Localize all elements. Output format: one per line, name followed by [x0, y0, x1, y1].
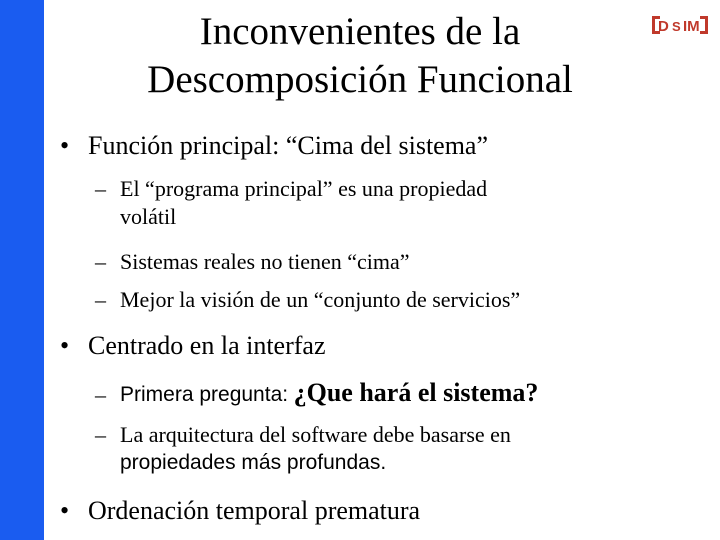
subitem-1-2 [95, 248, 695, 276]
title-line-2: Descomposición Funcional [147, 58, 573, 101]
bullet-2 [60, 331, 326, 361]
left-accent-bar [0, 0, 44, 540]
svg-text:D: D [658, 18, 669, 35]
subitem-2-2-line-2: propiedades más profundas. [120, 451, 387, 474]
bullet-2-text: Centrado en la interfaz [88, 331, 326, 360]
subitem-1-1-line-1: El “programa principal” es una propiedad [120, 176, 488, 201]
subitem-1-3 [95, 286, 695, 314]
subitem-2-1 [95, 379, 695, 409]
dash-icon: – [95, 287, 106, 312]
dash-icon: – [95, 249, 106, 274]
bullet-icon: • [60, 331, 70, 360]
subitem-2-2-line-1: La arquitectura del software debe basarse en [120, 422, 511, 447]
svg-text:S: S [672, 19, 681, 34]
bullet-1-text: Función principal: “Cima del sistema” [88, 131, 489, 160]
svg-text:IM: IM [683, 18, 700, 35]
subitem-2-1-emphasis: ¿Que hará el sistema? [293, 378, 539, 407]
subitem-1-2-text: Sistemas reales no tienen “cima” [120, 249, 410, 274]
dash-icon: – [95, 422, 106, 447]
dash-icon: – [95, 176, 106, 201]
bullet-3-text: Ordenación temporal prematura [88, 496, 421, 525]
bullet-icon: • [60, 496, 70, 525]
bullet-3 [60, 496, 420, 526]
subitem-1-1-line-2: volátil [120, 204, 177, 229]
dash-icon: – [95, 382, 106, 407]
bullet-1 [60, 131, 488, 161]
bullet-icon: • [60, 131, 70, 160]
slide-title [60, 8, 660, 104]
subitem-2-2 [95, 421, 655, 477]
subitem-1-1 [95, 175, 635, 231]
title-line-1: Inconvenientes de la [199, 10, 521, 53]
subitem-1-3-text: Mejor la visión de un “conjunto de servicios” [120, 287, 521, 312]
subitem-2-1-text: Primera pregunta: [120, 383, 289, 406]
